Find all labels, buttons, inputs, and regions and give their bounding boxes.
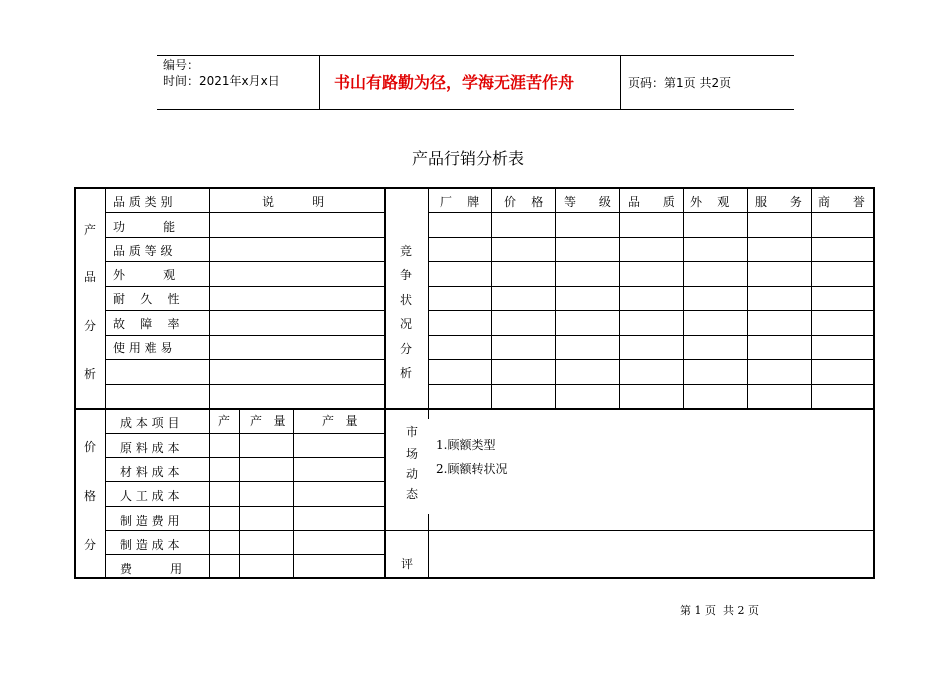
competition-side-divider xyxy=(428,187,429,409)
price-header-product: 产 xyxy=(218,414,231,428)
price-header-output: 产 量 xyxy=(250,414,286,428)
product-header-category: 品 质 类 别 xyxy=(113,195,173,209)
price-row-line xyxy=(105,481,384,482)
product-row-label: 使 用 难 易 xyxy=(113,341,173,355)
price-row-label: 人 工 成 本 xyxy=(120,489,180,503)
price-row-label: 材 料 成 本 xyxy=(120,465,180,479)
side-char: 格 xyxy=(84,489,97,503)
header-motto: 书山有路勤为径，学海无涯苦作舟 xyxy=(334,73,575,92)
side-char: 市 xyxy=(406,425,419,439)
competition-col-line xyxy=(683,187,684,409)
competition-col-line xyxy=(747,187,748,409)
product-row-line xyxy=(105,359,384,360)
product-row-label: 外 观 xyxy=(113,268,176,282)
competition-col-header: 商 誉 xyxy=(818,195,865,209)
price-row-line xyxy=(105,530,384,531)
product-col-divider xyxy=(209,187,210,409)
side-char: 分 xyxy=(84,538,97,552)
side-char: 品 xyxy=(84,270,97,284)
table-outer-border xyxy=(74,187,875,579)
product-row-line xyxy=(105,212,384,213)
product-row-label: 耐 久 性 xyxy=(113,292,180,306)
side-char: 态 xyxy=(406,487,419,501)
header-top-rule xyxy=(157,55,794,56)
product-row-line xyxy=(105,335,384,336)
side-char: 争 xyxy=(400,268,413,282)
competition-col-header: 品 质 xyxy=(628,195,675,209)
price-header-item: 成 本 项 目 xyxy=(120,416,180,430)
side-char: 价 xyxy=(84,440,97,454)
market-divider-top xyxy=(428,409,429,419)
price-row-line xyxy=(105,433,384,434)
side-char: 竞 xyxy=(400,244,413,258)
competition-col-line xyxy=(811,187,812,409)
side-col-divider-left xyxy=(105,187,106,579)
page-footer: 第 1 页 共 2 页 xyxy=(680,604,759,617)
competition-row-line xyxy=(428,359,875,360)
header-bottom-rule xyxy=(157,109,794,110)
header-divider-right xyxy=(620,55,621,109)
side-char: 动 xyxy=(406,467,419,481)
price-row-label: 制 造 费 用 xyxy=(120,514,180,528)
price-row-label: 费 用 xyxy=(120,562,183,576)
side-char: 产 xyxy=(84,223,97,237)
price-row-line xyxy=(105,554,384,555)
competition-row-line xyxy=(428,335,875,336)
price-row-line xyxy=(105,506,384,507)
band-divider xyxy=(74,408,875,410)
price-header-output-2: 产 量 xyxy=(322,414,358,428)
competition-col-header: 价 格 xyxy=(504,195,544,209)
competition-col-header: 服 务 xyxy=(755,195,802,209)
time-label: 时间：2021年x月x日 xyxy=(163,74,280,88)
market-item: 1.顾额类型 xyxy=(436,438,496,452)
side-char: 分 xyxy=(400,342,413,356)
center-divider xyxy=(384,187,386,579)
review-row-line xyxy=(384,530,875,531)
competition-row-line xyxy=(428,261,875,262)
product-row-label: 功 能 xyxy=(113,220,176,234)
competition-col-header: 厂 牌 xyxy=(440,195,480,209)
page-info: 页码：第1页 共2页 xyxy=(628,76,732,90)
price-row-label: 制 造 成 本 xyxy=(120,538,180,552)
price-row-label: 原 料 成 本 xyxy=(120,441,180,455)
product-row-line xyxy=(105,310,384,311)
competition-row-line xyxy=(428,384,875,385)
product-row-line xyxy=(105,384,384,385)
side-char: 分 xyxy=(84,319,97,333)
product-row-line xyxy=(105,237,384,238)
side-char: 析 xyxy=(84,367,97,381)
competition-row-line xyxy=(428,212,875,213)
market-item: 2.顾额转状况 xyxy=(436,462,508,476)
side-char: 况 xyxy=(400,317,413,331)
competition-col-line xyxy=(619,187,620,409)
review-label: 评 xyxy=(401,557,414,571)
side-char: 状 xyxy=(400,293,413,307)
product-header-description: 说 明 xyxy=(262,195,325,209)
competition-col-header: 等 级 xyxy=(564,195,611,209)
market-divider-bottom xyxy=(428,514,429,579)
page-title: 产品行销分析表 xyxy=(412,149,525,168)
price-row-line xyxy=(105,457,384,458)
side-char: 析 xyxy=(400,366,413,380)
competition-col-line xyxy=(555,187,556,409)
side-char: 场 xyxy=(406,447,419,461)
product-row-label: 故 障 率 xyxy=(113,317,180,331)
competition-col-header: 外 观 xyxy=(690,195,730,209)
code-label: 编号： xyxy=(163,58,200,72)
competition-row-line xyxy=(428,286,875,287)
competition-row-line xyxy=(428,237,875,238)
product-row-line xyxy=(105,261,384,262)
competition-col-line xyxy=(491,187,492,409)
competition-row-line xyxy=(428,310,875,311)
product-row-line xyxy=(105,286,384,287)
product-row-label: 品 质 等 级 xyxy=(113,244,173,258)
header-divider-left xyxy=(319,55,320,109)
